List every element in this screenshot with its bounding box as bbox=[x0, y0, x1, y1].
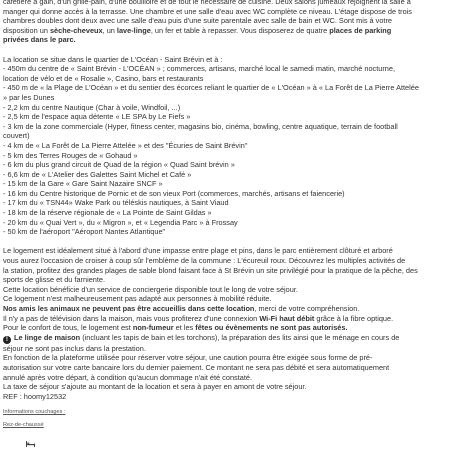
bedding-info-label: Informations couchages : bbox=[3, 409, 66, 416]
intro-line: manger qui donne accès à la terrasse. Une chambre et une salle d'eau avec WC complète ce niveau. L'étage dispose de trois bbox=[3, 6, 412, 16]
linen-info: séjour ne sont pas inclus dans la prestation. bbox=[3, 343, 146, 353]
intro-line: disposition un sèche-cheveux, un lave-linge, un fer et table à repasser. Vous disposerez de quatre places de parking bbox=[3, 25, 392, 35]
details-line: sports de glisse et du farniente. bbox=[3, 275, 106, 285]
location-item: - 16 km du Centre historique de Pornic et de son vieux Port (commerces, marchés, artisans et faiencerie) bbox=[3, 188, 345, 198]
wifi-info: Il n'y a pas de télévision dans la maison, mais vous profiterez d'une connexion Wi-Fi haut débit grâce à la fibre optique. bbox=[3, 313, 394, 323]
location-item: - 50 km de l'aéroport "Aéroport Nantes Atlantique" bbox=[3, 227, 166, 237]
location-heading: La location se situe dans le quartier de L'Océan - Saint Brévin et à : bbox=[3, 54, 223, 64]
details-line: la station, profitez des grandes plages de sable blond faisant face à St Brévin un site privilégié pour la pratique de la pêche, des bbox=[3, 265, 418, 275]
bed-icon bbox=[26, 441, 35, 447]
linen-info: ! Le linge de maison (incluant les tapis de bain et les torchons), la préparation des lits ainsi que le ménage en cours de bbox=[3, 333, 447, 344]
intro-line: cafetière à gain, d'un grille-pain, d'une bouilloire et de tout le nécessaire de cuisine. Deux salons jumeaux rejoignent la salle à bbox=[3, 0, 411, 6]
location-item: » par les Dunes bbox=[3, 92, 55, 102]
intro-line: privées dans le parc. bbox=[3, 35, 76, 45]
warning-icon: ! bbox=[3, 336, 11, 344]
details-line: En fonction de la plateforme utilisée pour réserver votre séjour, une caution pourra être exigée sous forme de pré- bbox=[3, 353, 373, 363]
details-line: La taxe de séjour s'ajoute au montant de la location et sera à payer en amont de votre séjour. bbox=[3, 382, 307, 392]
location-item: - 450 m de « la Plage de L'Océan » et du sentier des écorces reliant le quartier de « L'Océan » à « La Forêt de La Pierre Attelée bbox=[3, 83, 419, 93]
details-line: Ce logement n'est malheureusement pas adapté aux personnes à mobilité réduite. bbox=[3, 294, 272, 304]
details-line: autorisation sur votre carte bancaire lors du dernier paiement. Ce montant ne sera pas débité et sera automatiquement bbox=[3, 362, 390, 372]
location-item: - 20 km du « Quai Vert », du « Migron », et « Legendia Parc » à Frossay bbox=[3, 217, 238, 227]
location-item: - 450m du centre de « Saint Brévin - L'OCÉAN » ; commerces, artisans, marché local le samedi matin, marché nocturne, bbox=[3, 64, 396, 74]
animals-policy: Nos amis les animaux ne peuvent pas être accueillis dans cette location, merci de votre compréhension. bbox=[3, 304, 360, 313]
details-line: vous aurez l'occasion de croiser à coup sûr l'emblème de la commune : L'écureuil roux. Découvrez les multiples activités de bbox=[3, 256, 406, 266]
location-item: location de vélo et de « Rosalie », Casino, bars et restaurants bbox=[3, 73, 204, 83]
location-item: - 2,2 km du centre Nautique (Char à voile, Windfoil, ...) bbox=[3, 102, 181, 112]
details-line: annulé après votre départ, à condition qu'aucun dommage n'ait été constaté. bbox=[3, 372, 252, 382]
location-item: - 2,5 km de l'espace aqua détente « LE SPA by Le Fiefs » bbox=[3, 112, 191, 122]
details-line: Le logement est idéalement situé à l'abord d'une impasse entre plage et pins, dans le parc entièrement clôturé et arboré bbox=[3, 246, 393, 256]
details-line: Cette location bénéficie d'un service de conciergerie disponible tout le long de votre séjour. bbox=[3, 284, 298, 294]
location-item: - 6,6 km de « L'Atelier des Galettes Saint Michel et Café » bbox=[3, 169, 192, 179]
location-item: - 18 km de la réserve régionale de « La Pointe de Saint Gildas » bbox=[3, 208, 212, 218]
location-item: - 3 km de la zone commerciale (Hyper, fitness center, magasins bio, cinéma, bowling, centre aquatique, terrain de football bbox=[3, 121, 398, 131]
reference: REF : hoomy12532 bbox=[3, 391, 67, 401]
location-item: - 15 km de la Gare « Gare Saint Nazaire SNCF » bbox=[3, 179, 163, 189]
location-item: - 6 km du plus grand circuit de Quad de la région « Quad Saint brévin » bbox=[3, 160, 235, 170]
location-list bbox=[3, 64, 447, 237]
listing-description bbox=[3, 0, 447, 435]
location-item: - 4 km de « La Forêt de La Pierre Attelée » et des "Écuries de Saint Brévin" bbox=[3, 140, 248, 150]
location-item: - 5 km des Terres Rouges de « Gohaud » bbox=[3, 150, 138, 160]
location-item: - 17 km du « TSN44» Wake Park ou téléskis nautiques, à Saint Viaud bbox=[3, 198, 229, 208]
intro-line: chambres doubles dont deux avec une salle d'eau puis d'une suite parentale avec salle de bain et WC. Sont mis à votre bbox=[3, 16, 392, 26]
location-item: couvert) bbox=[3, 131, 30, 141]
ground-floor-label: Rez-de-chaussé bbox=[3, 421, 44, 428]
house-rules: Pour le confort de tous, le logement est non-fumeur et les fêtes ou évènements ne sont pas autorisés. bbox=[3, 323, 348, 333]
